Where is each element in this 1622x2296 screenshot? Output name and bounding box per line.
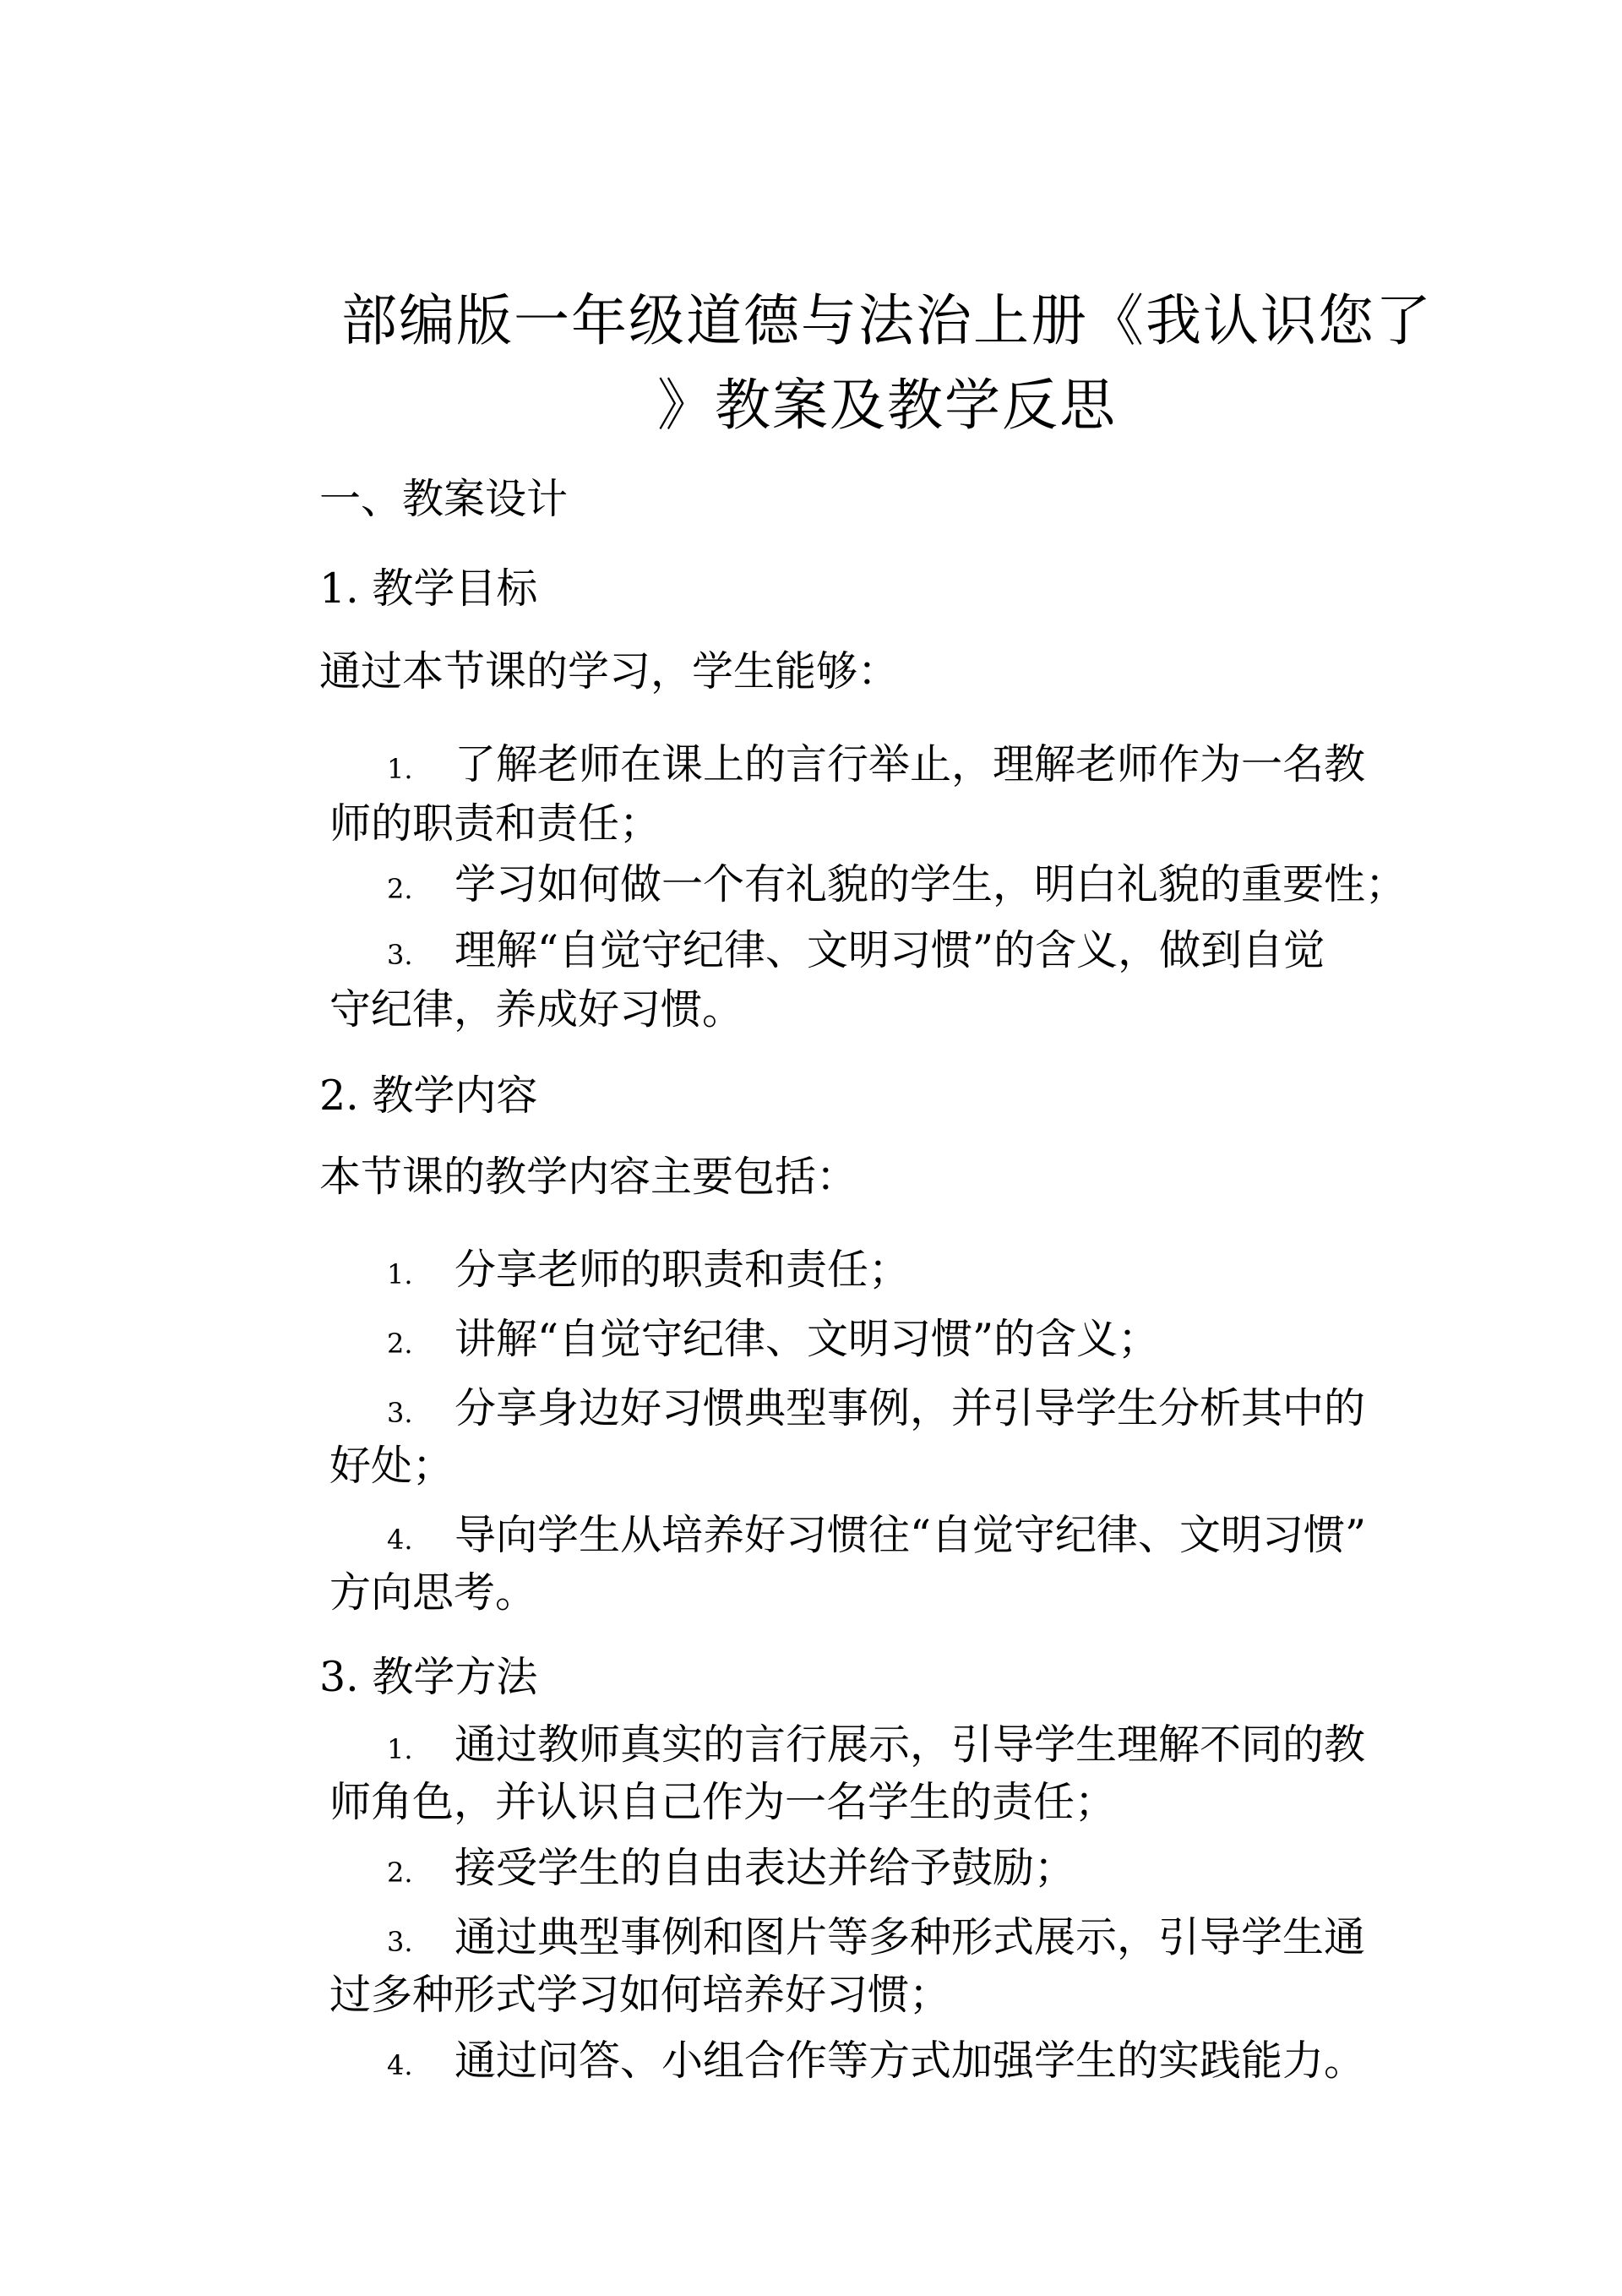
list-number: 3. (387, 1397, 413, 1429)
list-text: 学习如何做一个有礼貌的学生，明白礼貌的重要性； (454, 860, 1407, 908)
list-item (387, 855, 1407, 919)
list-text: 通过问答、小组合作等方式加强学生的实践能力。 (454, 2037, 1366, 2085)
list-text-continued: 过多种形式学习如何培养好习惯； (329, 1971, 951, 2019)
section-heading: 一、教案设计 (319, 475, 569, 523)
list-text: 通过教师真实的言行展示，引导学生理解不同的教 (454, 1721, 1366, 1769)
list-number: 2. (387, 873, 413, 905)
list-text: 导向学生从培养好习惯往“自觉守纪律、文明习惯” (454, 1511, 1367, 1559)
list-number: 4. (387, 1524, 413, 1556)
list-number: 3. (387, 939, 413, 971)
content-intro: 本节课的教学内容主要包括： (319, 1153, 858, 1201)
list-item (387, 1241, 910, 1304)
list-text-continued: 师角色，并认识自己作为一名学生的责任； (329, 1778, 1117, 1826)
list-item (387, 2031, 1365, 2095)
content-heading: 2. 教学内容 (319, 1072, 538, 1120)
list-item (387, 1839, 1075, 1902)
list-text: 分享老师的职责和责任； (454, 1246, 911, 1294)
list-item (387, 1506, 1366, 1569)
list-number: 3. (387, 1926, 413, 1958)
list-text: 讲解“自觉守纪律、文明习惯”的含义； (454, 1315, 1160, 1363)
list-item (387, 921, 1325, 984)
list-text: 理解“自觉守纪律、文明习惯”的含义，做到自觉 (454, 926, 1325, 974)
methods-heading: 3. 教学方法 (319, 1653, 538, 1701)
list-item (387, 1715, 1365, 1779)
list-item (387, 1379, 1365, 1442)
document-title (287, 279, 1487, 448)
objectives-intro: 通过本节课的学习，学生能够： (319, 647, 900, 695)
list-item (387, 1908, 1365, 1972)
list-number: 2. (387, 1328, 413, 1360)
list-number: 4. (387, 2049, 413, 2081)
list-number: 2. (387, 1857, 413, 1889)
title-line-2: 》教案及教学反思 (657, 373, 1117, 438)
list-item (387, 735, 1365, 799)
list-text: 接受学生的自由表达并给予鼓励； (454, 1844, 1076, 1892)
list-text-continued: 方向思考。 (329, 1568, 537, 1617)
list-number: 1. (387, 1733, 413, 1765)
list-text: 分享身边好习惯典型事例，并引导学生分析其中的 (454, 1384, 1366, 1432)
title-line-1: 部编版一年级道德与法治上册《我认识您了 (341, 288, 1433, 353)
list-number: 1. (387, 753, 413, 785)
list-item (387, 1310, 1159, 1373)
list-text: 通过典型事例和图片等多种形式展示，引导学生通 (454, 1913, 1366, 1961)
list-number: 1. (387, 1258, 413, 1290)
list-text-continued: 守纪律，养成好习惯。 (329, 985, 744, 1033)
objectives-heading: 1. 教学目标 (319, 564, 538, 613)
list-text-continued: 好处； (329, 1442, 454, 1490)
list-text: 了解老师在课上的言行举止，理解老师作为一名教 (454, 740, 1366, 788)
list-text-continued: 师的职责和责任； (329, 799, 661, 848)
